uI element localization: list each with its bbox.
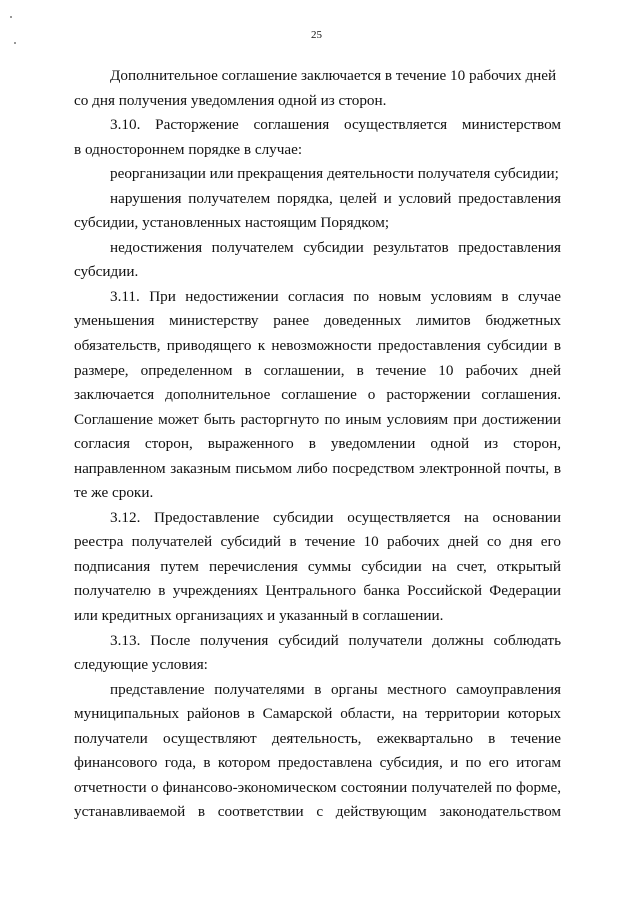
text-line: в одностороннем порядке в случае: (74, 140, 303, 158)
text-line: реестра получателей субсидий в течение 10 рабочих дней со дня его (74, 533, 561, 551)
text-line: нарушения получателем порядка, целей и условий предоставления (110, 189, 561, 207)
text-line: уменьшения министерству ранее доведенных лимитов бюджетных (74, 312, 561, 330)
text-line: 3.12. Предоставление субсидии осуществляется на основании (110, 508, 561, 526)
text-line: следующие условия: (74, 656, 208, 674)
text-line: получатели осуществляют деятельность, ежеквартально в течение (74, 729, 561, 747)
text-line: или кредитных организациях и указанный в соглашении. (74, 607, 444, 625)
page-number: 25 (311, 29, 322, 41)
text-line: 3.13. После получения субсидий получатели должны соблюдать (110, 631, 561, 649)
text-line: те же сроки. (74, 484, 154, 502)
text-line: недостижения получателем субсидии результатов предоставления (110, 238, 561, 256)
text-line: направленном заказным письмом либо посредством электронной почты, в (74, 459, 561, 477)
text-line: подписания путем перечисления суммы субсидии на счет, открытый (74, 557, 561, 575)
text-line: заключается дополнительное соглашение о расторжении соглашения. (74, 386, 561, 404)
text-line: муниципальных районов в Самарской области, на территории которых (74, 705, 561, 723)
text-line: Соглашение может быть расторгнуто по иным условиям при достижении (74, 410, 561, 428)
scan-speck (10, 16, 12, 18)
document-body (74, 64, 561, 825)
text-line: реорганизации или прекращения деятельности получателя субсидии; (110, 165, 559, 183)
scan-speck (14, 42, 16, 44)
text-line: субсидии, установленных настоящим Порядком; (74, 214, 390, 232)
text-line: устанавливаемой в соответствии с действующим законодательством (74, 803, 561, 821)
text-line: 3.11. При недостижении согласия по новым условиям в случае (110, 287, 561, 305)
text-line: финансового года, в котором предоставлена субсидия, и по его итогам (74, 754, 561, 772)
text-line: получателю в учреждениях Центрального банка Российской Федерации (74, 582, 561, 600)
text-line: Дополнительное соглашение заключается в течение 10 рабочих дней (110, 67, 557, 84)
text-line: субсидии. (74, 263, 139, 281)
text-line: согласия сторон, выраженного в уведомлении одной из сторон, (74, 435, 561, 453)
text-line: 3.10. Расторжение соглашения осуществляется министерством (110, 116, 561, 134)
text-line: отчетности о финансово-экономическом состоянии получателей по форме, (74, 778, 561, 796)
text-line: обязательств, приводящего к невозможности предоставления субсидии в (74, 337, 561, 355)
text-line: представление получателями в органы местного самоуправления (110, 680, 561, 698)
text-line: размере, определенном в соглашении, в течение 10 рабочих дней (74, 361, 561, 379)
text-line: со дня получения уведомления одной из сторон. (74, 91, 387, 109)
